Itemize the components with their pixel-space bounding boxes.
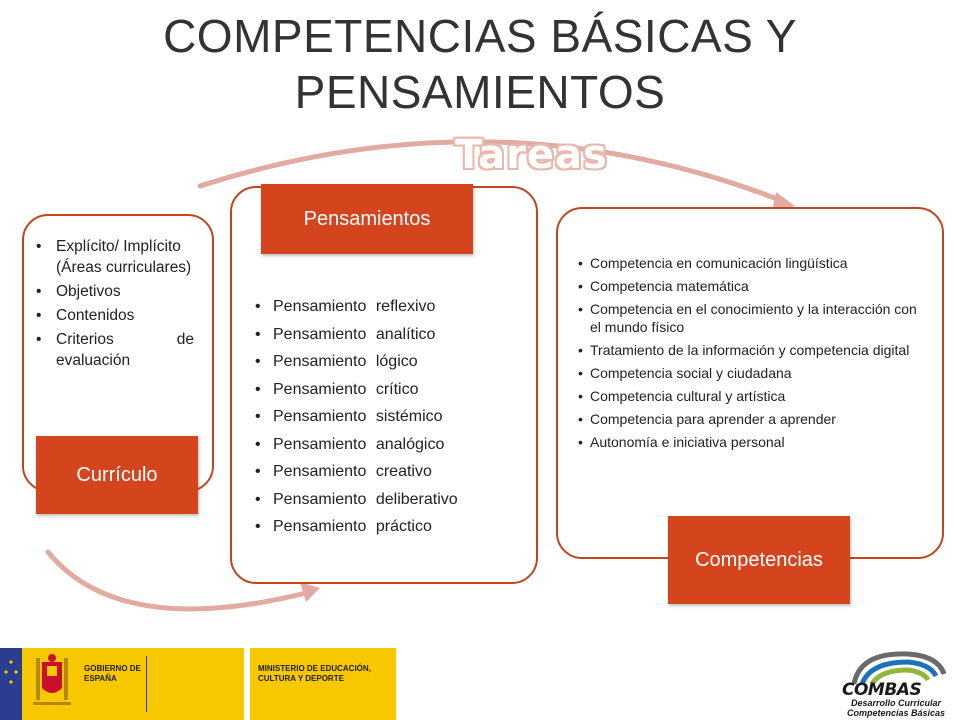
competencias-label: Competencias <box>668 516 850 604</box>
list-item: • Pensamiento analógico <box>255 431 525 459</box>
list-item: • Competencia social y ciudadana <box>578 364 928 382</box>
list-item: • Pensamiento reflexivo <box>255 293 525 321</box>
list-item: • Pensamiento lógico <box>255 348 525 376</box>
list-item: • Competencia en comunicación lingüística <box>578 254 928 272</box>
list-item: • Competencia cultural y artística <box>578 387 928 405</box>
combas-name: COMBAS <box>842 680 922 700</box>
spain-coat-of-arms-icon <box>33 654 71 705</box>
divider <box>146 656 147 712</box>
list-item: • Competencia para aprender a aprender <box>578 410 928 428</box>
list-item: • Tratamiento de la información y competencia digital <box>578 341 928 359</box>
list-item: • Explícito/ Implícito (Áreas curriculares) <box>36 236 194 278</box>
list-item: • Pensamiento sistémico <box>255 403 525 431</box>
pensamientos-label: Pensamientos <box>261 184 473 254</box>
ministerio-text: MINISTERIO DE EDUCACIÓN, CULTURA Y DEPORTE <box>258 664 371 683</box>
list-item: • Pensamiento deliberativo <box>255 486 525 514</box>
bottom-arrow-head <box>300 582 320 602</box>
tareas-label: Tareas <box>455 132 608 178</box>
list-item: • Competencia en el conocimiento y la interacción con el mundo físico <box>578 300 928 336</box>
list-item: • Pensamiento analítico <box>255 321 525 349</box>
competencias-list <box>578 254 928 456</box>
list-item: • Autonomía e iniciativa personal <box>578 433 928 451</box>
slide-title: COMPETENCIAS BÁSICAS Y PENSAMIENTOS <box>163 10 797 118</box>
list-item: • Pensamiento creativo <box>255 458 525 486</box>
list-item: • Pensamiento crítico <box>255 376 525 404</box>
combas-logo <box>820 648 960 720</box>
list-item: • Objetivos <box>36 281 194 302</box>
eu-flag-icon <box>0 648 82 720</box>
gobierno-text: GOBIERNO DE ESPAÑA <box>84 664 141 683</box>
curriculo-label: Currículo <box>36 436 198 514</box>
list-item: • Criterios de evaluación <box>36 329 194 371</box>
gobierno-logo <box>0 648 244 720</box>
list-item: • Pensamiento práctico <box>255 513 525 541</box>
curriculo-list <box>36 236 194 374</box>
list-item: • Competencia matemática <box>578 277 928 295</box>
ministerio-logo <box>250 648 396 720</box>
combas-subtitle: Desarrollo Curricular Competencias Básicas <box>846 698 946 718</box>
pensamientos-list <box>255 293 525 541</box>
list-item: • Contenidos <box>36 305 194 326</box>
